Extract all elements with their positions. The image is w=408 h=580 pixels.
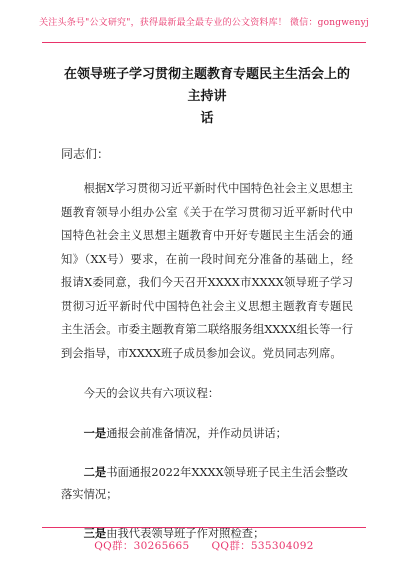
agenda-item-3-lead: 三是 (83, 525, 107, 540)
footer-divider (42, 527, 366, 528)
document-title (61, 64, 353, 130)
footer-qq-group-1: QQ群：30265665 (94, 539, 190, 552)
agenda-item-2 (61, 461, 353, 506)
agenda-item-1-text: 通报会前准备情况，并作动员讲话； (106, 426, 287, 440)
document-body (61, 64, 353, 545)
footer-qq-group-2: QQ群：535304092 (211, 539, 314, 552)
agenda-item-2-text: 书面通报2022年XXXX领导班子民主生活会整改落实情况； (61, 465, 348, 501)
footer-banner (0, 532, 408, 558)
agenda-item-2-lead: 二是 (83, 464, 107, 479)
header-banner-text: 关注头条号"公文研究"，获得最新最全最专业的公文资料库！ 微信：gongwenyj (39, 17, 369, 28)
agenda-item-1 (61, 422, 353, 445)
header-divider (42, 42, 366, 43)
title-line-2: 话 (200, 111, 214, 126)
agenda-item-3-text: 由我代表领导班子作对照检查； (106, 526, 265, 540)
title-line-1: 在领导班子学习贯彻主题教育专题民主生活会上的主持讲 (63, 67, 350, 104)
agenda-item-1-lead: 一是 (83, 425, 107, 440)
agenda-intro: 今天的会议共有六项议程： (83, 387, 220, 400)
salutation: 同志们： (61, 147, 110, 161)
opening-paragraph: 根据X学习贯彻习近平新时代中国特色社会主义思想主题教育领导小组办公室《关于在学习贯彻习近平新时代中国特色社会主义思想主题教育中开好专题民主生活会的通知》（XX号）要求，在前一段时间充分准备的基础上，经报请X委同意，我们今天召开XXXX市XXXX领导班子学习贯彻习近平新时代中国特色社会主义思想主题教育专题民主生活会。市委主题教育第二联络服务组XXXX组长等一行到会指导，市XXXX班子成员参加会议。党员同志列席。 (61, 182, 354, 360)
header-banner (0, 0, 408, 42)
